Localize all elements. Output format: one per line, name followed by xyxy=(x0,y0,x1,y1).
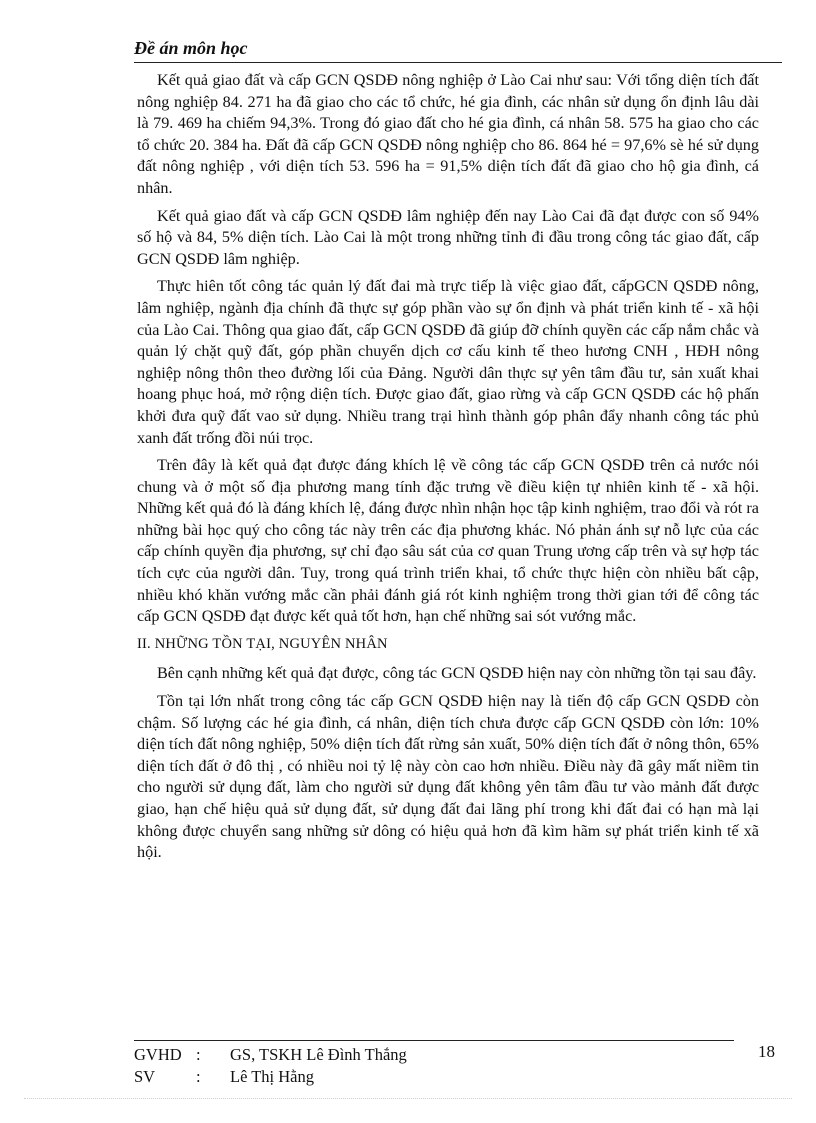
paragraph: Kết quả giao đất và cấp GCN QSDĐ nông nghiệp ở Lào Cai như sau: Với tổng diện tích đất nông nghiệp 84. 271 ha đã giao cho các tổ chức, hé gia đình, các nhân sử dụng ổn định lâu dài là 79. 469 ha chiếm 94,3%. Trong đó giao đất cho hé gia đình, cá nhân 58. 575 ha giao cho các tổ chức 20. 384 ha. Đất đã cấp GCN QSDĐ nông nghiệp cho 86. 864 hé = 97,6% sè hé sử dụng đất nông nghiệp , với diện tích 53. 596 ha = 91,5% diện tích đất đã giao cho hộ gia đình, cá nhân. xyxy=(137,71,759,197)
student-label: SV xyxy=(134,1067,156,1086)
document-body xyxy=(137,70,759,870)
paragraph: Trên đây là kết quả đạt được đáng khích lệ về công tác cấp GCN QSDĐ trên cả nước nói chung và ở một số địa phương mang tính đặc trưng về điều kiện tự nhiên kinh tế - xã hội. Những kết quả đó là đáng khích lệ, đáng được nhìn nhận học tập kinh nghiệm, trao đổi và rót ra những bài học quý cho công tác này trên các địa phương khác. Nó phản ánh sự nỗ lực của các cấp chính quyền địa phương, sự chỉ đạo sâu sát của cơ quan Trung ương cấp trên và sự hợp tác tích cực của người dân. Tuy, trong quá trình triển khai, tổ chức thực hiện còn nhiều bất cập, nhiều khó khăn vướng mắc cần phải đánh giá rót kinh nghiệm trong thời gian tới để công tác cấp GCN QSDĐ đạt được kết quả tốt hơn, hạn chế những sai sót vướng mắc. xyxy=(137,456,759,626)
section-heading: II. NHỮNG TỒN TẠI, NGUYÊN NHÂN xyxy=(137,635,388,652)
footer-advisor-row xyxy=(134,1044,407,1066)
paragraph: Bên cạnh những kết quả đạt được, công tác GCN QSDĐ hiện nay còn những tồn tại sau đây. xyxy=(157,664,757,683)
advisor-separator: : xyxy=(196,1045,201,1064)
footer-student-row xyxy=(134,1066,407,1088)
student-name: Lê Thị Hằng xyxy=(230,1067,315,1086)
page-bottom-border xyxy=(24,1098,792,1099)
page-header-title: Đề án môn học xyxy=(134,38,248,58)
footer-credits xyxy=(134,1044,407,1088)
advisor-label: GVHD xyxy=(134,1045,182,1064)
page-number: 18 xyxy=(758,1042,775,1061)
advisor-name: GS, TSKH Lê Đình Thắng xyxy=(230,1045,407,1064)
student-separator: : xyxy=(196,1067,201,1086)
paragraph: Tồn tại lớn nhất trong công tác cấp GCN QSDĐ hiện nay là tiến độ cấp GCN QSDĐ còn chậm. Số lượng các hé gia đình, cá nhân, diện tích chưa được cấp GCN QSDĐ còn lớn: 10% diện tích đất nông nghiệp, 50% diện tích đất rừng sản xuất, 50% diện tích đất ở nông thôn, 65% diện tích đất ở đô thị , có nhiều noi tỷ lệ này còn cao hơn nhiều. Điều này đã gây mất niềm tin cho người sử dụng đất, làm cho người sử dụng đất không yên tâm đầu tư vào mảnh đất được giao, hạn chế hiệu quả sử dụng đất, sử dụng đất đai lãng phí trong khi đất đai có hạn mà lại không được chuyển sang những sử dông có hiệu quả hơn đã kìm hãm sự phát triển kinh tế xã hội. xyxy=(137,692,759,862)
paragraph: Kết quả giao đất và cấp GCN QSDĐ lâm nghiệp đến nay Lào Cai đã đạt được con số 94% số hộ và 84, 5% diện tích. Lào Cai là một trong những tỉnh đi đầu trong công tác giao đất, cấp GCN QSDĐ lâm nghiệp. xyxy=(137,206,759,268)
footer-divider xyxy=(134,1040,734,1041)
paragraph: Thực hiên tốt công tác quản lý đất đai mà trực tiếp là việc giao đất, cấpGCN QSDĐ nông, lâm nghiệp, ngành địa chính đã thực sự góp phần vào sự ổn định và phát triển kinh tế - xã hội của Lào Cai. Thông qua giao đất, cấp GCN QSDĐ đã giúp đỡ chính quyền các cấp nắm chắc và quản lý chặt quỹ đất, góp phần chuyển dịch cơ cấu kinh tế theo hương CNH , HĐH nông nghiệp nông thôn theo đường lối của Đảng. Người dân thực sự yên tâm đầu tư, sản xuất khai hoang phục hoá, mở rộng diện tích. Được giao đất, giao rừng và cấp GCN QSDĐ các hộ phấn khởi đưa quỹ đất vao sử dụng. Nhiều trang trại hình thành góp phân đẩy nhanh công tác phủ xanh đất trống đồi núi trọc. xyxy=(137,277,759,447)
header-divider xyxy=(134,62,782,63)
